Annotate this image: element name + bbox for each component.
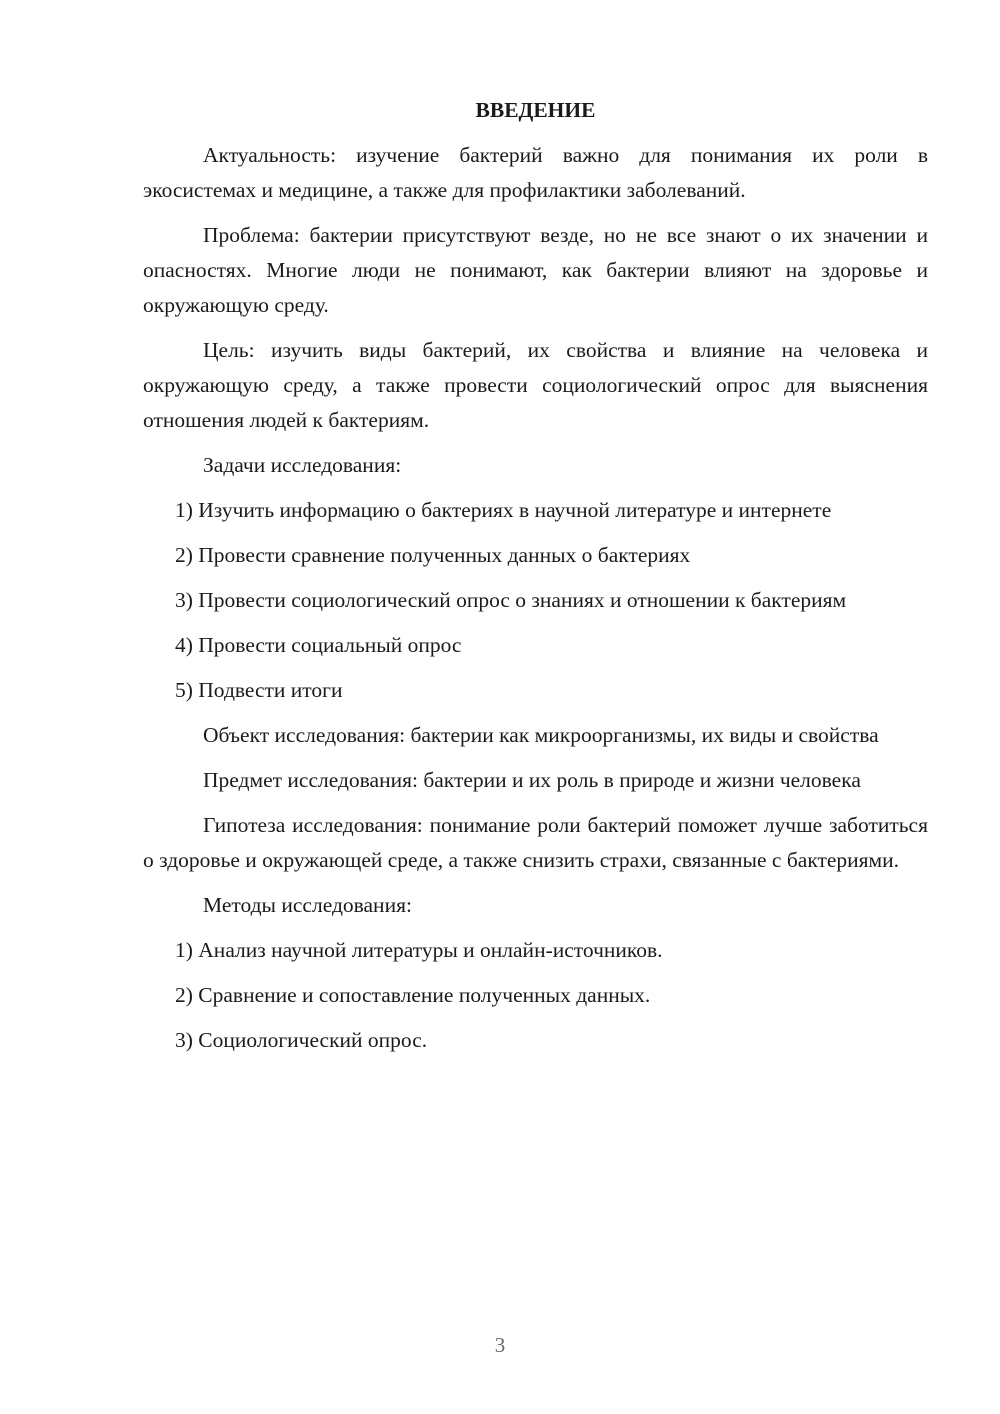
task-item: 5) Подвести итоги (175, 678, 343, 702)
page-number: 3 (494, 1333, 506, 1357)
object-paragraph: Объект исследования: бактерии как микроорганизмы, их виды и свойства (203, 723, 879, 747)
relevance-paragraph: Актуальность: изучение бактерий важно для понимания их роли в экосистемах и медицине, а также для профилактики заболеваний. (143, 143, 928, 202)
tasks-heading: Задачи исследования: (203, 453, 402, 477)
method-item: 3) Социологический опрос. (175, 1028, 428, 1052)
section-title: ВВЕДЕНИЕ (475, 98, 596, 122)
method-item: 2) Сравнение и сопоставление полученных данных. (175, 983, 651, 1007)
methods-heading: Методы исследования: (203, 893, 412, 917)
task-item: 4) Провести социальный опрос (175, 633, 462, 657)
hypothesis-paragraph: Гипотеза исследования: понимание роли бактерий поможет лучше заботиться о здоровье и окружающей среде, а также снизить страхи, связанные с бактериями. (143, 813, 928, 872)
method-item: 1) Анализ научной литературы и онлайн-источников. (175, 938, 663, 962)
subject-paragraph: Предмет исследования: бактерии и их роль в природе и жизни человека (203, 768, 861, 792)
goal-paragraph: Цель: изучить виды бактерий, их свойства и влияние на человека и окружающую среду, а также провести социологический опрос для выяснения отношения людей к бактериям. (143, 338, 928, 432)
document-page (143, 93, 928, 1068)
tasks-list (143, 493, 928, 708)
problem-paragraph: Проблема: бактерии присутствуют везде, но не все знают о их значении и опасностях. Многие люди не понимают, как бактерии влияют на здоровье и окружающую среду. (143, 223, 928, 317)
methods-list (143, 933, 928, 1058)
task-item: 1) Изучить информацию о бактериях в научной литературе и интернете (175, 498, 832, 522)
task-item: 3) Провести социологический опрос о знаниях и отношении к бактериям (175, 588, 847, 612)
task-item: 2) Провести сравнение полученных данных о бактериях (175, 543, 691, 567)
